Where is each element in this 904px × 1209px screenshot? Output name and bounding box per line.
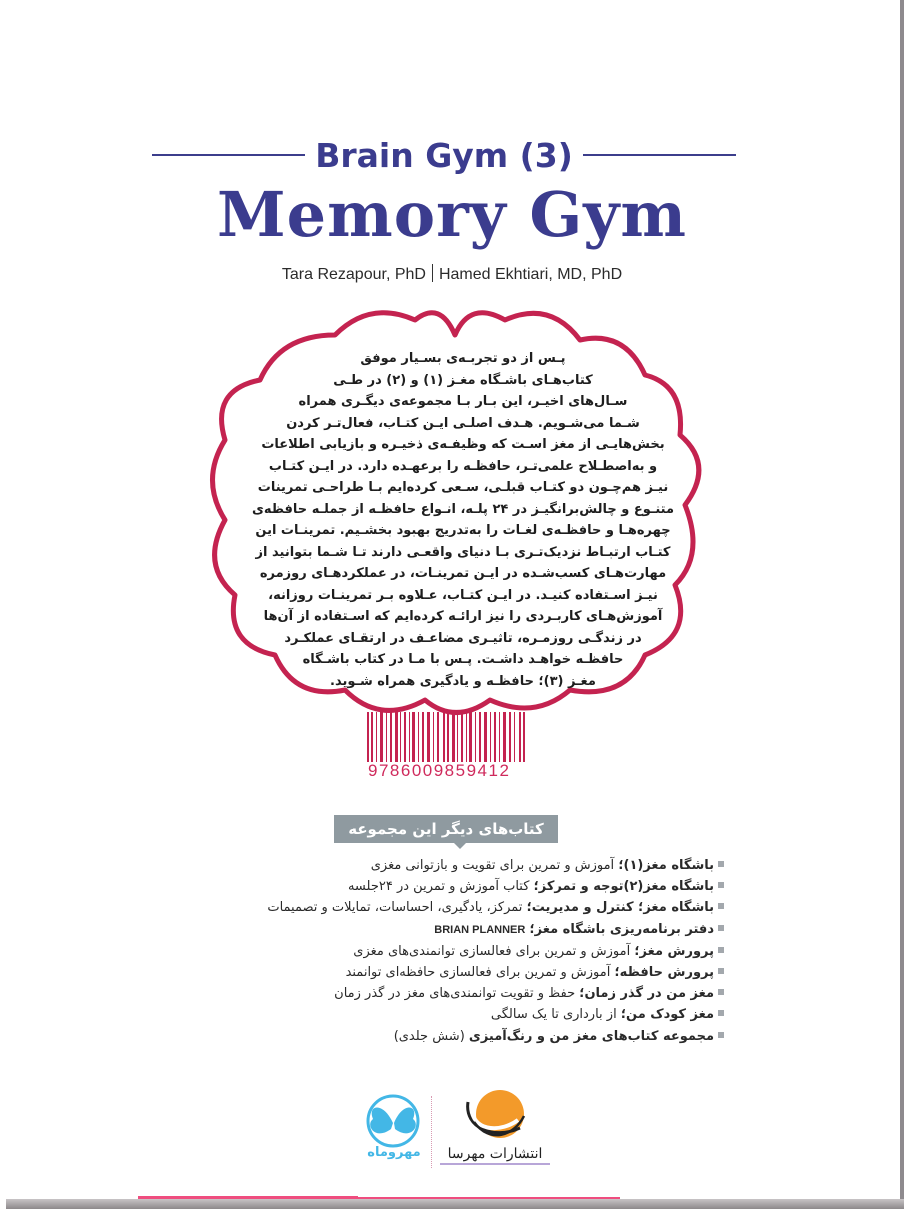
blurb-line: بخش‌هایـی از مغز اسـت که وظیفـه‌ی ذخیـره و بازیابی اطلاعات [261,437,665,452]
title-rule-right [583,154,736,156]
blurb-line: شـما می‌شـویم. هـدف اصلـی ایـن کتـاب، فعال‌تـر کردن [286,415,640,431]
book-title: پرورش مغز؛ [634,943,714,959]
list-item [244,941,724,962]
blurb-line: سـال‌های اخیـر، این بـار بـا مجموعه‌ی دیگـری همراه [298,394,628,409]
blurb-line: و به‌اصطـلاح علمی‌تـر، حافظـه را برعهـده دارد. در ایـن کتـاب [268,458,658,474]
book-subtitle: حفظ و تقویت توانمندی‌های مغز در گذر زمان [334,986,580,1002]
butterfly-logo-icon [353,1093,433,1149]
book-title: Memory Gym [217,178,687,251]
list-item [244,855,724,876]
book-subtitle: کتاب آموزش و تمرین در ۲۴جلسه [347,879,534,895]
list-item [244,897,724,918]
publisher-name: انتشارات مهرسا [440,1145,550,1165]
blurb-line: مهارت‌هـای کسب‌شـده در ایـن تمرینـات، در عملکردهـای روزمره [259,566,667,581]
author-separator [432,264,433,282]
other-books-header [334,815,558,843]
book-title: باشگاه مغز(۱)؛ [618,858,714,873]
book-title: مجموعه کتاب‌های مغز من و رنگ‌آمیزی [468,1028,714,1044]
bullet-icon [718,1032,724,1038]
blurb-line: کتاب‌هـای باشـگاه مغـز (۱) و (۲) در طـی [333,372,593,388]
author-1: Tara Rezapour, PhD [281,266,426,283]
bullet-icon [718,989,724,995]
series-title: Brain Gym (3) [315,135,573,175]
bottom-edge-shadow [6,1199,904,1209]
book-subtitle: تمرکز، یادگیری، احساسات، تمایلات و تصمیمات [267,900,527,916]
other-books-header-label: کتاب‌های دیگر این مجموعه [348,820,544,838]
list-item [244,962,724,983]
bullet-icon [718,882,724,888]
blurb-line: آموزش‌هـای کاربـردی را نیز ارائـه کرده‌ایم که اسـتفاده از آن‌ها [263,609,663,624]
book-subtitle: (شش جلدی) [393,1028,469,1044]
list-item [244,1026,724,1047]
bullet-icon [718,1010,724,1016]
book-subtitle: BRIAN PLANNER [434,923,526,936]
book-title: دفتر برنامه‌ریزی باشگاه مغز؛ [529,921,714,937]
book-title: مغز من در گذر زمان؛ [579,986,714,1002]
isbn-number: 9786009859412 [366,762,542,780]
bullet-icon [718,968,724,974]
series-title-row [152,130,736,180]
bullet-icon [718,861,724,867]
blurb-text [250,348,676,692]
book-subtitle: آموزش و تمرین برای فعالسازی توانمندی‌های مغزی [353,943,635,959]
header-pointer [454,843,466,849]
book-title: پرورش حافظه؛ [614,965,714,981]
bullet-icon [718,903,724,909]
book-subtitle: آموزش و تمرین برای فعالسازی حافظه‌ای توانمند [345,965,615,981]
list-item [244,983,724,1004]
sun-logo-icon [454,1088,536,1150]
logo-divider [431,1096,432,1168]
bullet-icon [718,947,724,953]
list-item [244,1004,724,1025]
bullet-icon [718,925,724,931]
author-2: Hamed Ekhtiari, MD, PhD [438,266,623,283]
blurb-line: در زندگـی روزمـره، تاثیـری مضاعـف در ارتقـای عملکـرد [284,630,642,646]
blurb-line: حافظـه خواهـد داشـت. پـس با مـا در کتاب باشـگاه [302,652,624,667]
blurb-line: نیـز هم‌چـون دو کتـاب قبلـی، سـعی کرده‌ایم بـا طراحـی تمرینات [257,480,669,495]
imprint-name: مهروماه [367,1145,421,1160]
blurb-line: نیـز اسـتفاده کنیـد. در ایـن کتـاب، عـلاوه بـر تمرینـات روزانه، [268,587,658,603]
blurb-line: متنـوع و چالش‌برانگیـز در ۲۴ پلـه، انـواع حافظـه از جملـه حافظه‌ی [251,501,675,517]
list-item [244,919,724,941]
blurb-line: کتـاب ارتبـاط نزدیک‌تـری بـا دنیای واقعـی دارند تـا شـما بتوانید از [255,544,671,560]
book-subtitle: از بارداری تا یک سالگی [490,1007,621,1023]
authors [0,264,904,284]
list-item [244,876,724,897]
title-rule-left [152,154,305,156]
blurb-line: چهره‌هـا و حافظـه‌ی لغـات را به‌تدریج بهبود بخشـیم. تمرینـات این [255,523,671,538]
blurb-line: پـس از دو تجربـه‌ی بسـیار موفق [360,351,566,366]
other-books-list [244,855,724,1047]
book-title: باشگاه مغز؛ کنترل و مدیریت؛ [526,900,714,916]
blurb-line: مغـز (۳)؛ حافظـه و یادگیری همراه شـوید. [330,673,596,689]
book-title: مغز کودک من؛ [620,1007,714,1023]
book-subtitle: آموزش و تمرین برای تقویت و بازتوانی مغزی [370,858,619,873]
book-title: باشگاه مغز(۲)توجه و تمرکز؛ [533,879,714,895]
